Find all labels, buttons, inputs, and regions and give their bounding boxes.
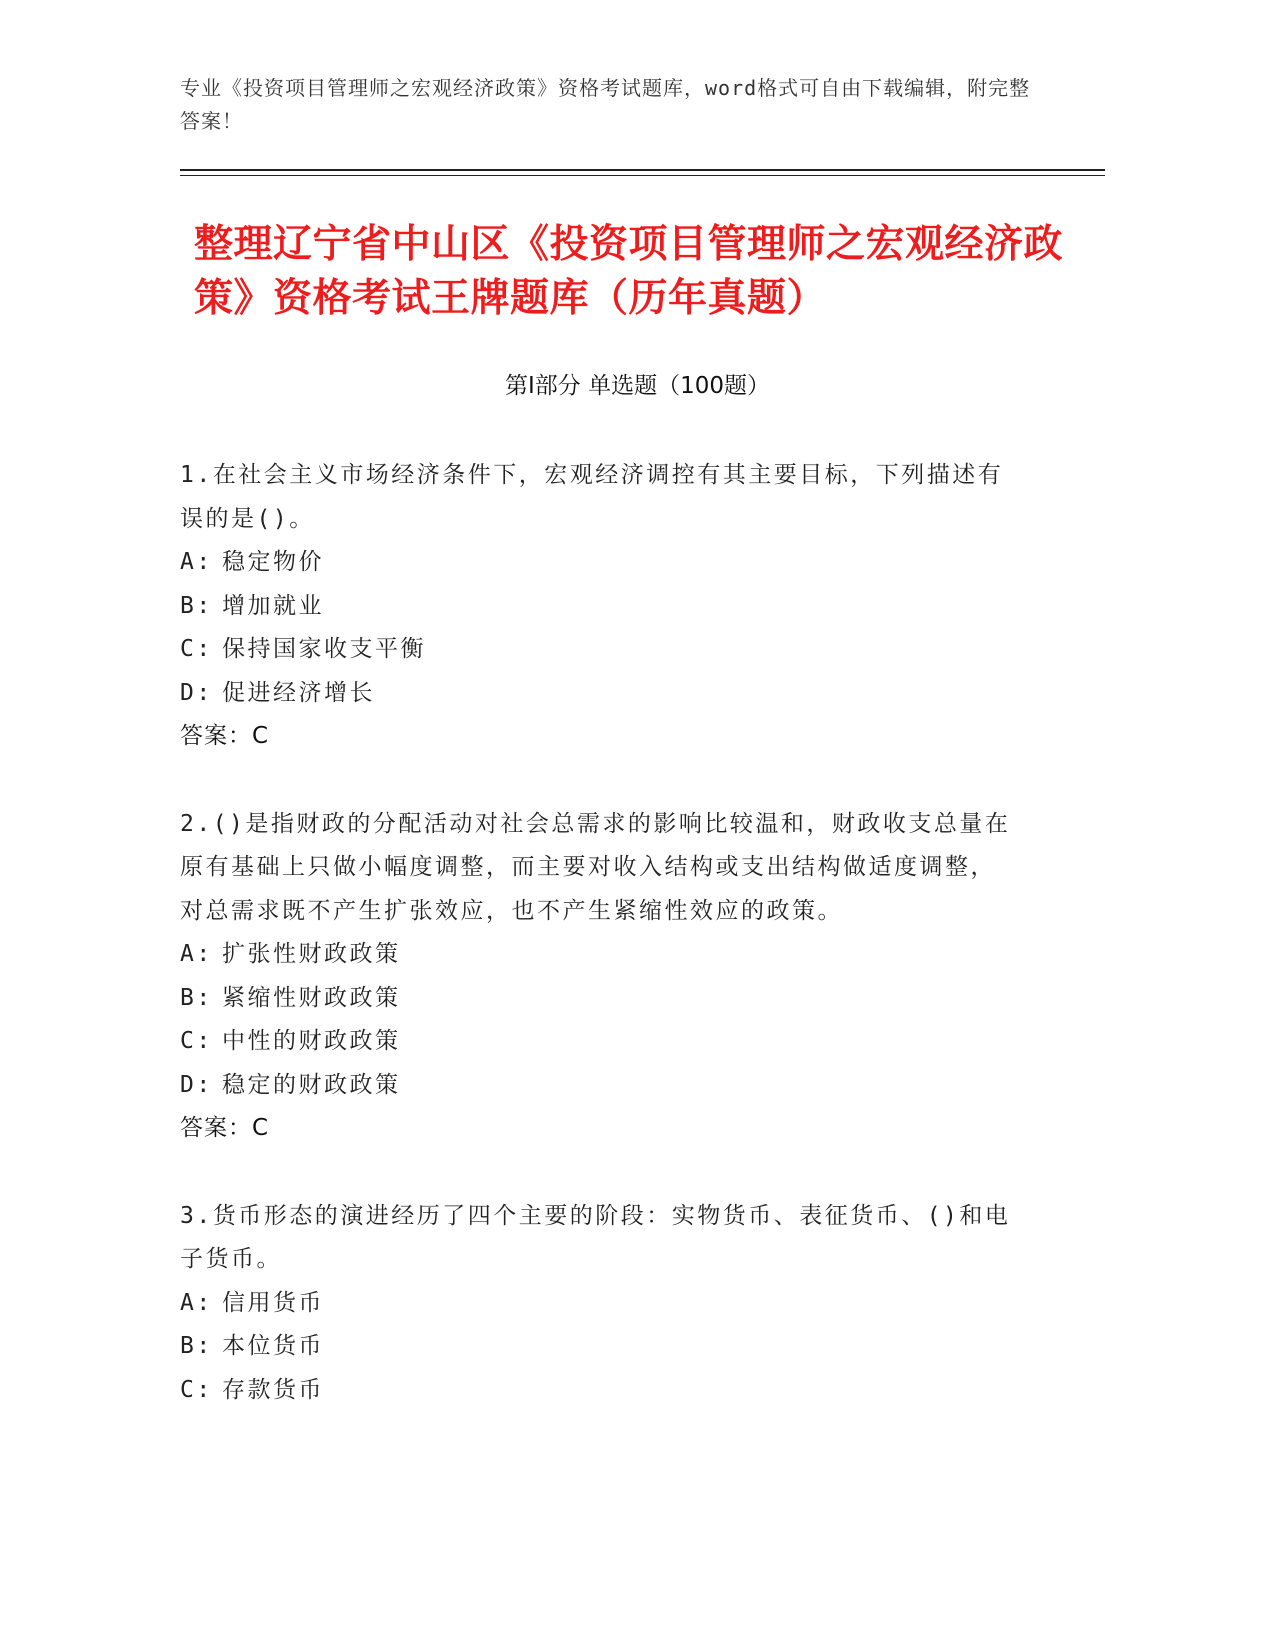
option-letter: B: (180, 1333, 213, 1359)
option-text: 紧缩性财政政策 (222, 984, 401, 1011)
question-list (180, 454, 1020, 1456)
option-letter: A: (180, 941, 213, 967)
question-option-b (180, 977, 1020, 1021)
question-option-d (180, 1064, 1020, 1108)
option-letter: A: (180, 1289, 213, 1316)
option-letter: D: (180, 679, 213, 706)
header-rule-thin (180, 175, 1105, 176)
option-text: 存款货币 (222, 1376, 324, 1403)
option-text: 保持国家收支平衡 (222, 636, 426, 662)
question-answer: 答案：C (180, 723, 270, 749)
option-text: 促进经济增长 (222, 679, 375, 706)
question-option-a (180, 933, 1020, 977)
question-3 (180, 1195, 1020, 1413)
question-option-b (180, 585, 1020, 629)
option-text: 本位货币 (222, 1333, 324, 1359)
question-2 (180, 803, 1020, 1151)
question-1 (180, 454, 1020, 759)
question-stem: 1.在社会主义市场经济条件下，宏观经济调控有其主要目标，下列描述有误的是()。 (180, 462, 1004, 532)
question-option-a (180, 1282, 1020, 1326)
question-option-b (180, 1325, 1020, 1369)
question-option-c (180, 1369, 1020, 1413)
option-letter: C: (180, 1376, 213, 1403)
option-text: 信用货币 (222, 1289, 324, 1316)
question-option-d (180, 672, 1020, 716)
option-letter: C: (180, 636, 213, 662)
option-letter: D: (180, 1071, 213, 1098)
option-text: 稳定的财政政策 (222, 1071, 401, 1098)
option-letter: B: (180, 592, 213, 619)
question-stem: 3.货币形态的演进经历了四个主要的阶段：实物货币、表征货币、()和电子货币。 (180, 1202, 1011, 1272)
header-rule-thick (180, 169, 1105, 171)
header-note: 专业《投资项目管理师之宏观经济政策》资格考试题库，word格式可自由下载编辑，附完整答案！ (180, 76, 1031, 133)
option-text: 中性的财政政策 (222, 1028, 401, 1054)
option-text: 稳定物价 (222, 549, 324, 575)
question-option-c (180, 1020, 1020, 1064)
question-option-c (180, 628, 1020, 672)
question-option-a (180, 541, 1020, 585)
option-letter: A: (180, 549, 213, 575)
option-letter: C: (180, 1028, 213, 1054)
question-stem: 2.()是指财政的分配活动对社会总需求的影响比较温和，财政收支总量在原有基础上只做小幅度调整，而主要对收入结构或支出结构做适度调整，对总需求既不产生扩张效应，也不产生紧缩性效应的政策。 (180, 810, 1011, 924)
option-text: 扩张性财政政策 (222, 941, 401, 967)
option-letter: B: (180, 984, 213, 1011)
document-title: 整理辽宁省中山区《投资项目管理师之宏观经济政策》资格考试王牌题库（历年真题） (194, 222, 1064, 321)
option-text: 增加就业 (222, 592, 324, 619)
section-title: 第Ⅰ部分 单选题（100题） (505, 373, 770, 399)
question-answer: 答案：C (180, 1115, 270, 1141)
